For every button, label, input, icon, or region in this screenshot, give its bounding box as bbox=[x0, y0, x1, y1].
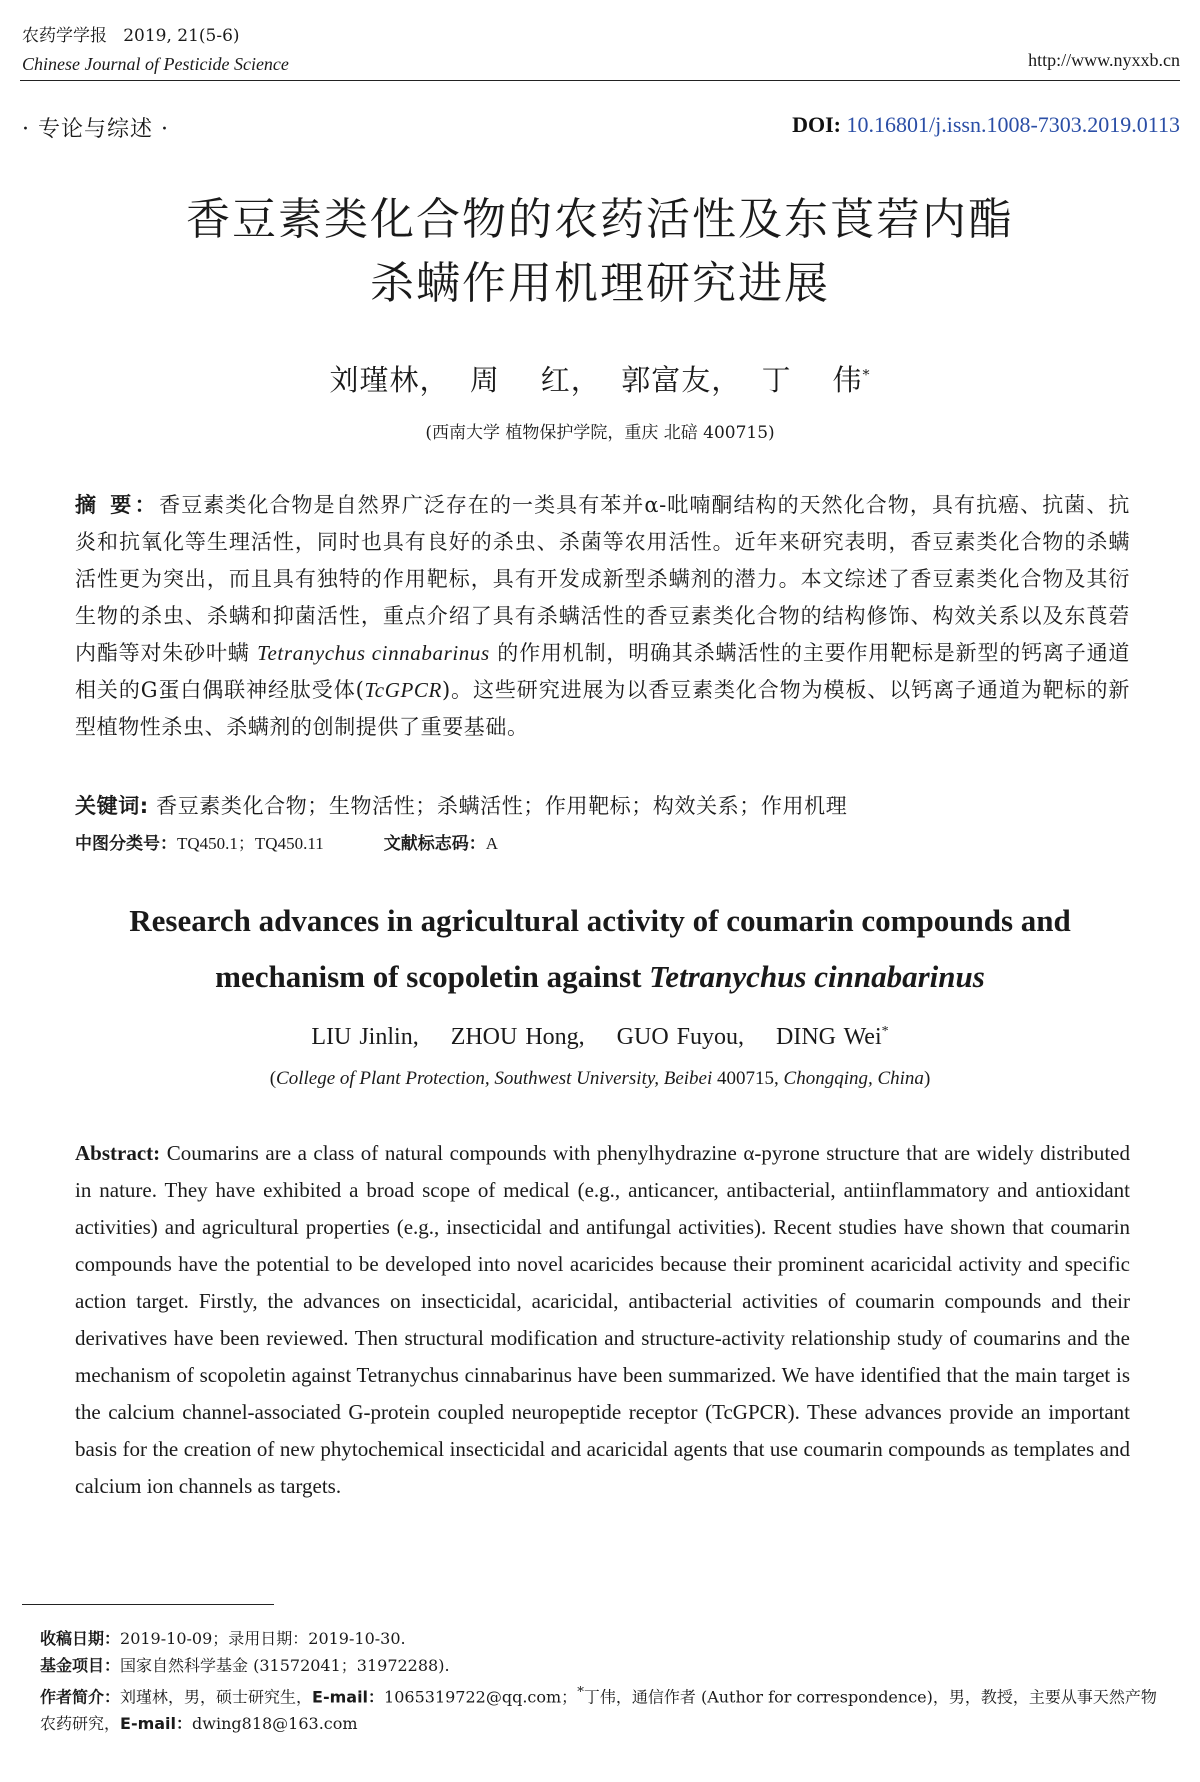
classification-line bbox=[75, 829, 498, 854]
journal-name-en: Chinese Journal of Pesticide Science bbox=[22, 54, 289, 74]
section-tag: · 专论与综述 · bbox=[22, 117, 169, 142]
email-1[interactable]: 1065319722@qq.com； bbox=[384, 1687, 578, 1707]
abstract-zh-species: Tetranychus cinnabarinus bbox=[257, 641, 490, 665]
email-2[interactable]: dwing818@163.com bbox=[192, 1714, 358, 1734]
abstract-en bbox=[75, 1135, 1130, 1505]
journal-line-zh bbox=[22, 22, 289, 50]
doi bbox=[792, 112, 1180, 138]
footnote-divider bbox=[22, 1604, 274, 1605]
keywords-zh bbox=[75, 790, 847, 820]
authors-en-names: LIU Jinlin, ZHOU Hong, GUO Fuyou, DING Wei bbox=[311, 1024, 882, 1050]
keywords-zh-label: 关键词: bbox=[75, 794, 149, 818]
affiliation-en-text: College of Plant Protection, Southwest University, Beibei bbox=[276, 1068, 713, 1089]
title-en-line-1: Research advances in agricultural activity of coumarin compounds and bbox=[129, 903, 1071, 938]
journal-name-zh: 农药学学报 bbox=[22, 26, 107, 46]
abstract-en-text: Coumarins are a class of natural compounds with phenylhydrazine α-pyrone structure that are widely distributed in nature. They have exhibited a broad scope of medical (e.g., anticancer, antibacterial, antiinflammatory and antioxidant activities) and agricultural properties (e.g., insecticidal and antifungal activities). Recent studies have shown that coumarin compounds have the potential to be developed into novel acaricides because their prominent acaricidal activity and specific action target. Firstly, the advances on insecticidal, acaricidal, antibacterial activities of coumarin compounds and their derivatives have been reviewed. Then structural modification and structure-activity relationship study of coumarins and the mechanism of scopoletin against Tetranychus cinnabarinus have been summarized. We have identified that the main target is the calcium channel-associated G-protein coupled neuropeptide receptor (TcGPCR). These advances provide an important basis for the creation of new phytochemical insecticidal and acaricidal agents that use coumarin compounds as templates and calcium ion channels as targets. bbox=[75, 1141, 1130, 1498]
abstract-zh bbox=[75, 487, 1130, 746]
doc-code-label: 文献标志码： bbox=[383, 834, 486, 854]
doi-label: DOI: bbox=[792, 112, 842, 137]
affiliation-en-postcode: 400715, bbox=[717, 1068, 779, 1089]
doc-code-value: A bbox=[485, 834, 498, 853]
volume-info: 2019, 21(5-6) bbox=[123, 26, 240, 46]
footnotes bbox=[40, 1625, 1170, 1737]
fund-value: 国家自然科学基金 (31572041；31972288). bbox=[120, 1656, 450, 1675]
author-bio-label: 作者简介： bbox=[40, 1687, 121, 1707]
title-zh bbox=[0, 188, 1200, 316]
email-label-1: E-mail： bbox=[312, 1687, 385, 1707]
email-label-2: E-mail： bbox=[120, 1714, 193, 1734]
abstract-zh-text-a: 香豆素类化合物是自然界广泛存在的一类具有苯并α-吡喃酮结构的天然化合物，具有抗癌、抗菌、抗炎和抗氧化等生理活性，同时也具有良好的杀虫、杀菌等农用活性。近年来研究表明，香豆素类化合物的杀螨活性更为突出，而且具有独特的作用靶标，具有开发成新型杀螨剂的潜力。本文综述了香豆素类化合物及其衍生物的杀虫、杀螨和抑菌活性，重点介绍了具有杀螨活性的香豆素类化合物的结构修饰、构效关系以及东莨菪内酯等对朱砂叶螨 bbox=[75, 493, 1130, 665]
title-zh-line-2: 杀螨作用机理研究进展 bbox=[370, 258, 830, 309]
affiliation-en-place: Chongqing, China bbox=[783, 1068, 924, 1089]
authors-zh-names: 刘瑾林， 周 红， 郭富友， 丁 伟 bbox=[329, 363, 863, 397]
author-bio-a: 刘瑾林，男，硕士研究生， bbox=[120, 1687, 313, 1707]
title-en-line-2 bbox=[40, 949, 1160, 1005]
fund-label: 基金项目： bbox=[40, 1656, 121, 1675]
title-en bbox=[40, 893, 1160, 1005]
header-divider bbox=[20, 80, 1180, 81]
title-en-line-2-plain: mechanism of scopoletin against bbox=[215, 959, 642, 994]
keywords-zh-text: 香豆素类化合物；生物活性；杀螨活性；作用靶标；构效关系；作用机理 bbox=[156, 794, 848, 818]
abstract-zh-label: 摘 要： bbox=[75, 493, 160, 517]
author-bio-b: 丁伟，通信作者 (Author for correspondence)，男，教授，主要从事天然产物农药研究， bbox=[40, 1687, 1157, 1734]
abstract-en-label: Abstract: bbox=[75, 1141, 161, 1165]
journal-url[interactable]: http://www.nyxxb.cn bbox=[1028, 50, 1180, 70]
abstract-zh-text-b: 的作用机制，明确其杀螨活性的主要作用靶标是新型的钙离子通道相关的G蛋白偶联神经肽受体( bbox=[75, 641, 1131, 702]
footnote-fund bbox=[40, 1652, 1170, 1679]
corresponding-mark: * bbox=[862, 367, 871, 384]
footnote-dates bbox=[40, 1625, 1170, 1652]
clc-label: 中图分类号： bbox=[75, 834, 177, 854]
authors-zh bbox=[0, 358, 1200, 399]
affiliation-en: (College of Plant Protection, Southwest University, Beibei 400715, Chongqing, China) bbox=[269, 1068, 931, 1089]
doi-link[interactable]: 10.16801/j.issn.1008-7303.2019.0113 bbox=[846, 112, 1180, 137]
title-zh-line-1: 香豆素类化合物的农药活性及东莨菪内酯 bbox=[186, 194, 1014, 245]
footnote-authors: 作者简介：刘瑾林，男，硕士研究生，E-mail：1065319722@qq.com；*丁伟，通信作者 (Author for correspondence)，男，教授，主要从事天然产物农药研究，E-mail：dwing818@163.com bbox=[40, 1685, 1157, 1734]
journal-header bbox=[22, 22, 289, 78]
abstract-zh-receptor: TcGPCR bbox=[364, 678, 442, 702]
abstract-zh-text-c: )。这些研究进展为以香豆素类化合物为模板、以钙离子通道为靶标的新型植物性杀虫、杀螨剂的创制提供了重要基础。 bbox=[75, 678, 1131, 739]
authors-en bbox=[0, 1024, 1200, 1051]
dates-value: 2019-10-09；录用日期：2019-10-30. bbox=[120, 1629, 406, 1648]
affiliation-zh: (西南大学 植物保护学院，重庆 北碚 400715) bbox=[425, 423, 775, 443]
dates-label: 收稿日期： bbox=[40, 1629, 121, 1648]
clc-value: TQ450.1；TQ450.11 bbox=[177, 834, 324, 853]
corresponding-mark-en: * bbox=[881, 1024, 889, 1039]
title-en-species: Tetranychus cinnabarinus bbox=[649, 959, 985, 994]
